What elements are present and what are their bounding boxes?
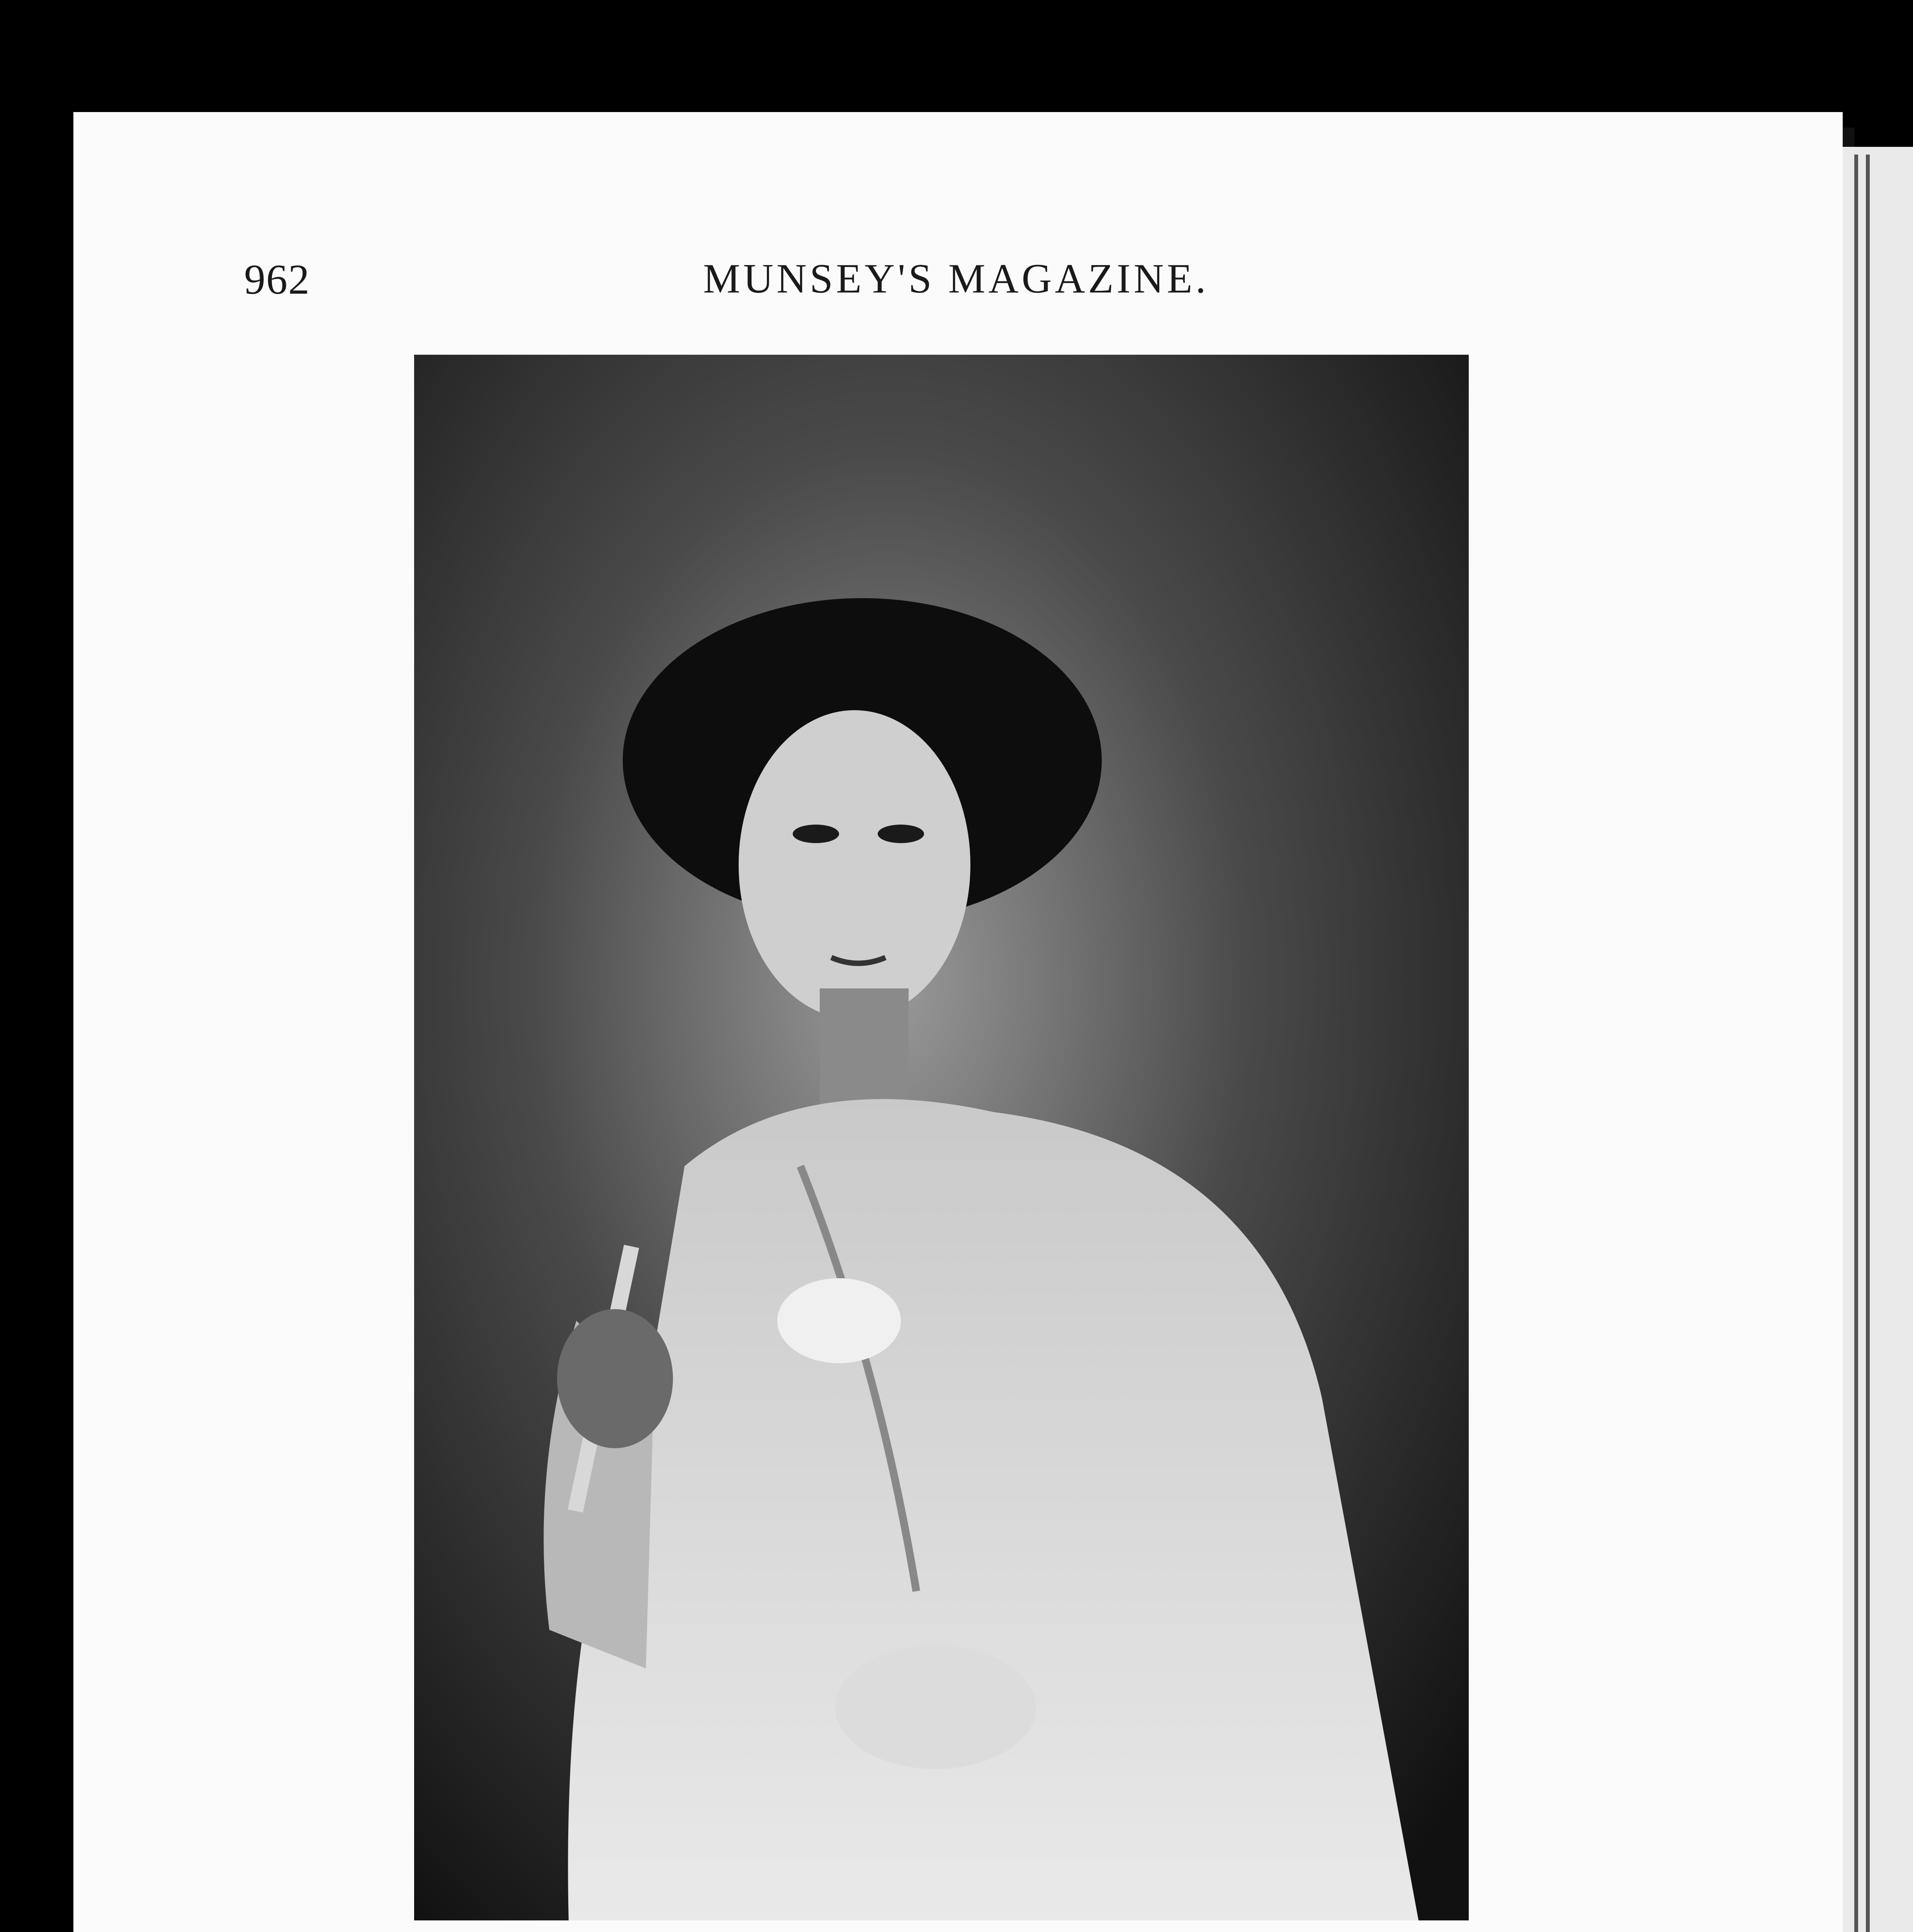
facing-page bbox=[1843, 147, 1913, 1932]
facing-page-edge bbox=[1866, 155, 1870, 1932]
portrait-photograph bbox=[414, 355, 1469, 1920]
page-number: 962 bbox=[244, 256, 310, 303]
facing-page-edge bbox=[1854, 155, 1858, 1932]
running-title: MUNSEY'S MAGAZINE. bbox=[703, 256, 1209, 302]
